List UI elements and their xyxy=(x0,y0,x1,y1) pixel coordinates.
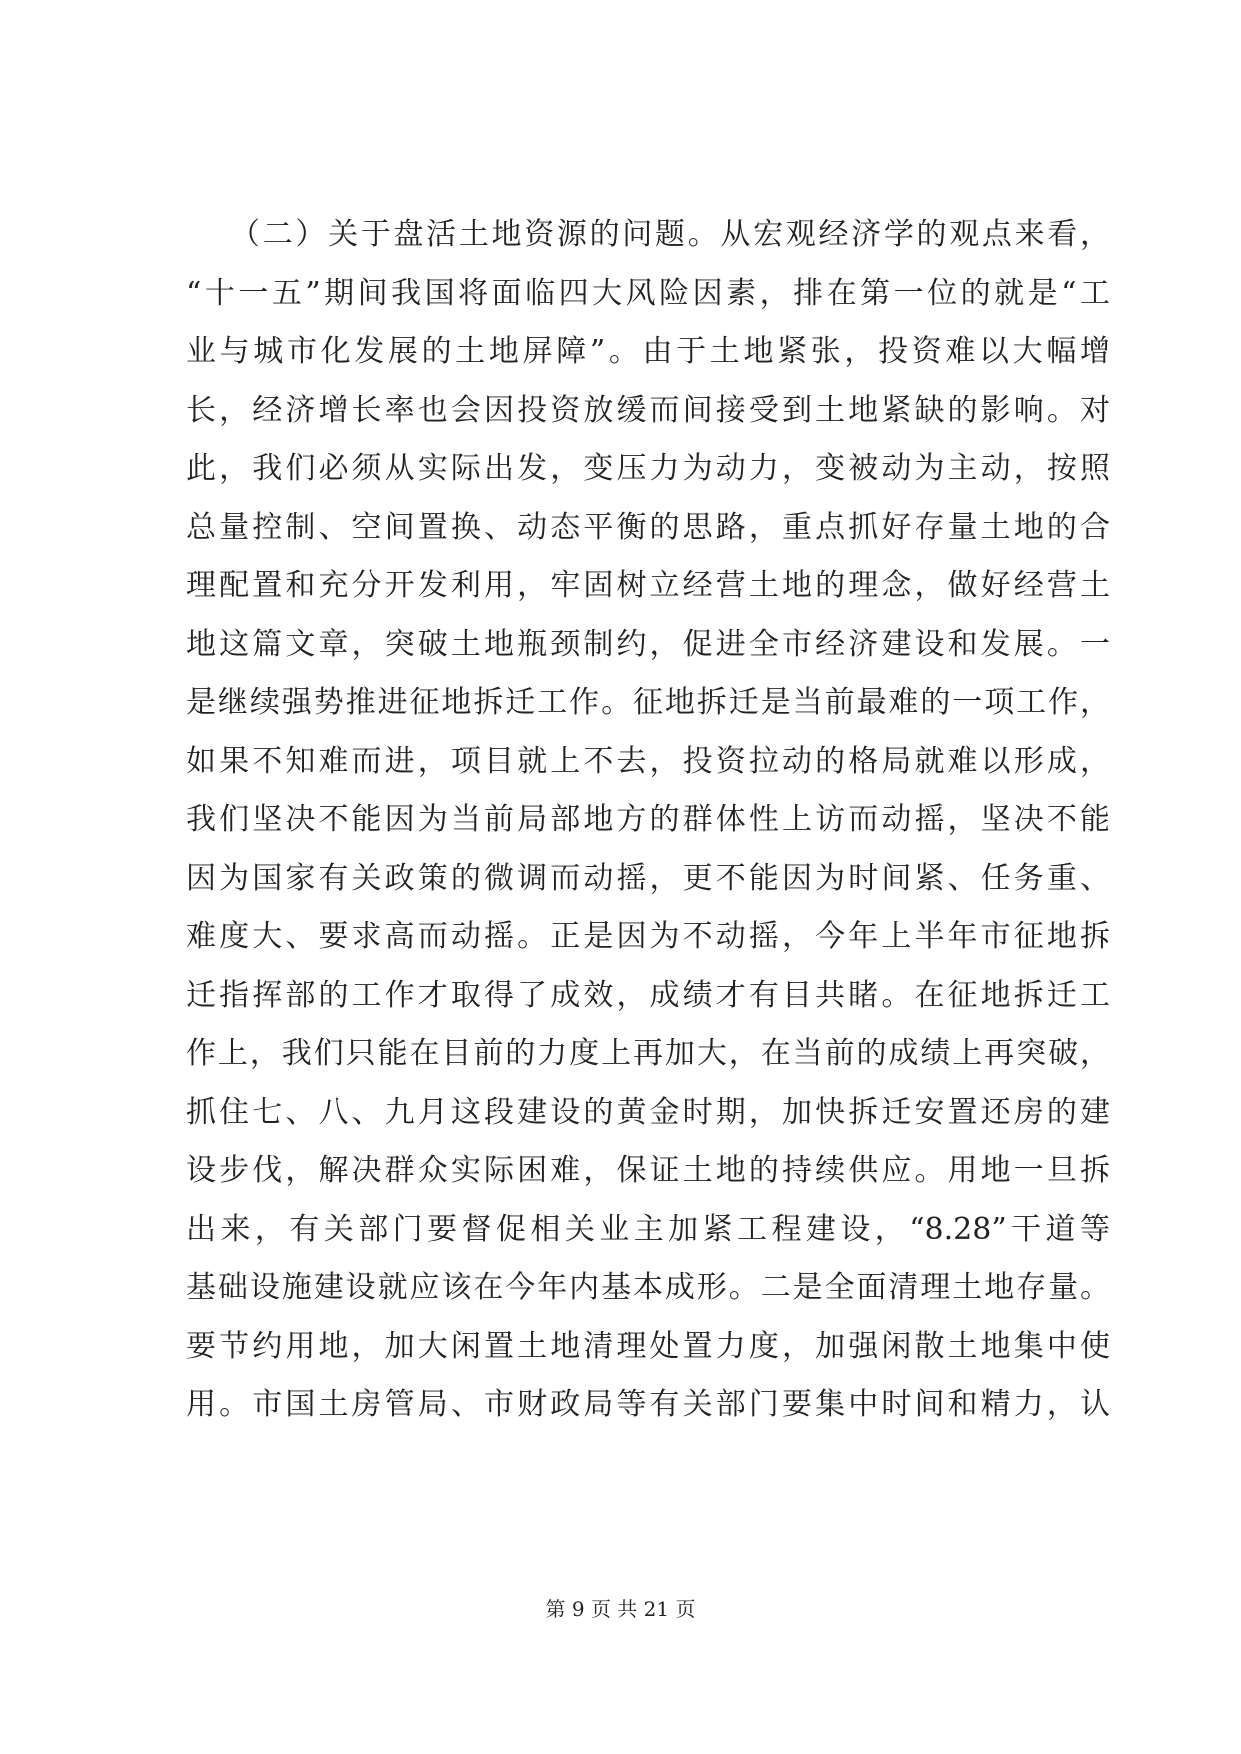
paragraph-line: （二）关于盘活土地资源的问题。从宏观经济学的观点来看， xyxy=(230,217,1110,252)
paragraph-line: “十一五”期间我国将面临四大风险因素，排在第一位的就是“工 xyxy=(186,275,1110,311)
paragraph-line: 设步伐，解决群众实际困难，保证土地的持续供应。用地一旦拆 xyxy=(186,1153,1110,1188)
paragraph-line: 是继续强势推进征地拆迁工作。征地拆迁是当前最难的一项工作， xyxy=(186,685,1110,720)
paragraph-line: 出来，有关部门要督促相关业主加紧工程建设，“8.28”干道等 xyxy=(186,1211,1110,1247)
paragraph-line: 基础设施建设就应该在今年内基本成形。二是全面清理土地存量。 xyxy=(186,1270,1110,1305)
body-paragraph xyxy=(186,206,1110,1435)
paragraph-line: 抓住七、八、九月这段建设的黄金时期，加快拆迁安置还房的建 xyxy=(186,1094,1110,1130)
paragraph-line: 用。市国土房管局、市财政局等有关部门要集中时间和精力，认 xyxy=(186,1387,1110,1422)
paragraph-line: 长，经济增长率也会因投资放缓而间接受到土地紧缺的影响。对 xyxy=(186,392,1110,428)
paragraph-line: 业与城市化发展的土地屏障”。由于土地紧张，投资难以大幅增 xyxy=(186,334,1110,369)
paragraph-line: 此，我们必须从实际出发，变压力为动力，变被动为主动，按照 xyxy=(186,451,1110,486)
paragraph-line: 因为国家有关政策的微调而动摇，更不能因为时间紧、任务重、 xyxy=(186,860,1110,896)
paragraph-line: 要节约用地，加大闲置土地清理处置力度，加强闲散土地集中使 xyxy=(186,1328,1110,1364)
paragraph-line: 我们坚决不能因为当前局部地方的群体性上访而动摇，坚决不能 xyxy=(186,802,1110,837)
paragraph-line: 总量控制、空间置换、动态平衡的思路，重点抓好存量土地的合 xyxy=(186,509,1110,545)
paragraph-line: 难度大、要求高而动摇。正是因为不动摇，今年上半年市征地拆 xyxy=(186,919,1110,954)
page-number-footer: 第 9 页 共 21 页 xyxy=(545,1597,696,1621)
paragraph-line: 理配置和充分开发利用，牢固树立经营土地的理念，做好经营土 xyxy=(186,568,1110,603)
paragraph-line: 如果不知难而进，项目就上不去，投资拉动的格局就难以形成， xyxy=(186,743,1110,779)
paragraph-line: 迁指挥部的工作才取得了成效，成绩才有目共睹。在征地拆迁工 xyxy=(186,977,1110,1013)
paragraph-line: 地这篇文章，突破土地瓶颈制约，促进全市经济建设和发展。一 xyxy=(186,626,1110,662)
paragraph-line: 作上，我们只能在目前的力度上再加大，在当前的成绩上再突破， xyxy=(186,1036,1110,1071)
